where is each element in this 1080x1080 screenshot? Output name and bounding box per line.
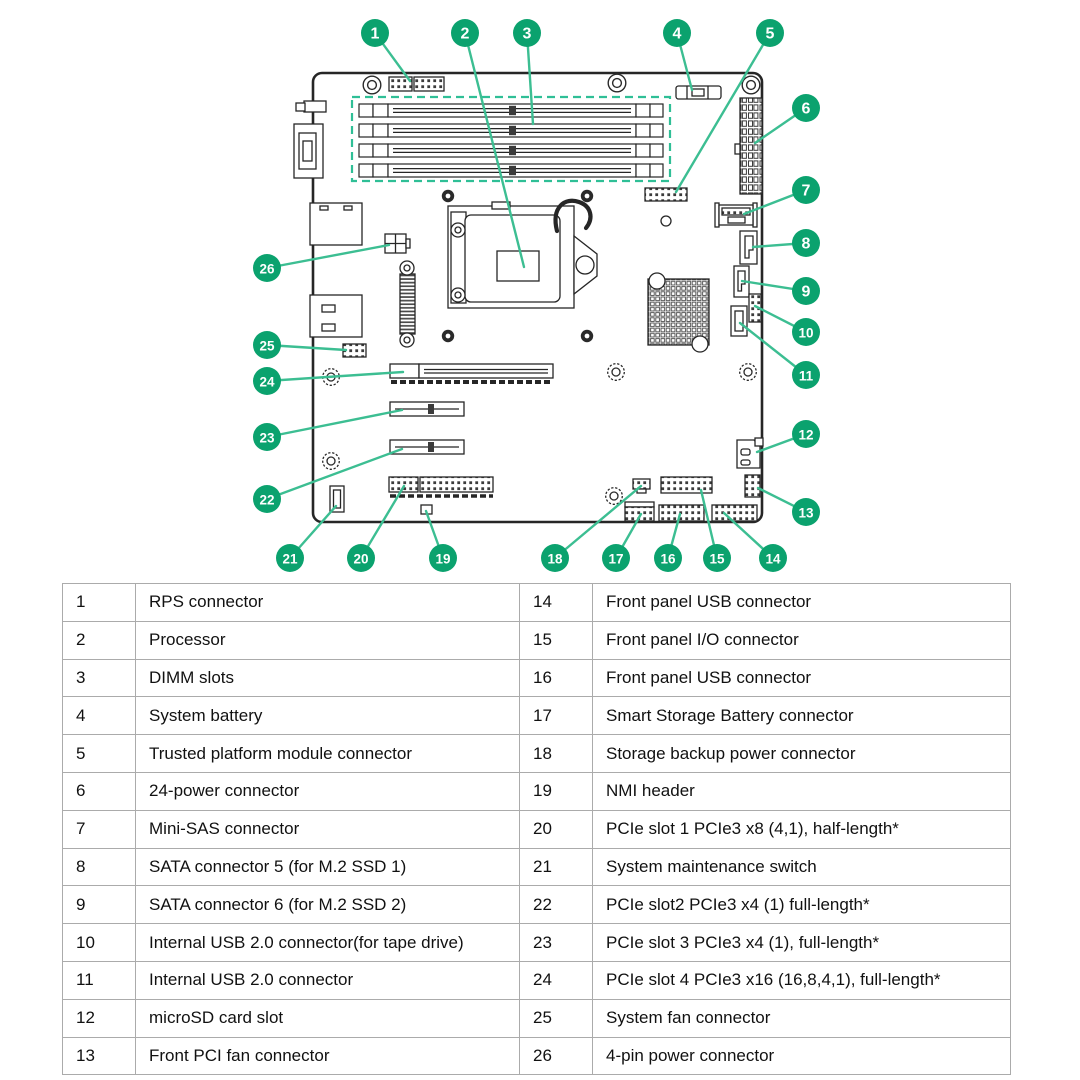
legend-label-cell: Internal USB 2.0 connector(for tape drive) xyxy=(136,924,520,962)
callout-number-17: 17 xyxy=(608,551,624,567)
legend-num-cell: 19 xyxy=(520,772,593,810)
legend-num-cell: 21 xyxy=(520,848,593,886)
legend-label-cell: Front panel USB connector xyxy=(593,659,1011,697)
legend-num-cell: 11 xyxy=(63,961,136,999)
microsd-card-slot xyxy=(737,438,763,468)
legend-label-cell: Trusted platform module connector xyxy=(136,735,520,773)
callout-number-24: 24 xyxy=(259,374,275,390)
legend-num-cell: 22 xyxy=(520,886,593,924)
cpu-die xyxy=(497,251,539,281)
legend-num-cell: 16 xyxy=(520,659,593,697)
callout-number-4: 4 xyxy=(672,25,682,43)
dimm-slot xyxy=(359,104,663,117)
spare-hole xyxy=(661,216,671,226)
legend-num-cell: 24 xyxy=(520,961,593,999)
legend-num-cell: 18 xyxy=(520,735,593,773)
front-panel-io-connector xyxy=(661,477,712,493)
legend-label-cell: SATA connector 5 (for M.2 SSD 1) xyxy=(136,848,520,886)
legend-num-cell: 10 xyxy=(63,924,136,962)
callout-number-18: 18 xyxy=(547,551,563,567)
callout-number-5: 5 xyxy=(765,25,775,43)
legend-label-cell: Smart Storage Battery connector xyxy=(593,697,1011,735)
callout-number-8: 8 xyxy=(801,235,811,253)
legend-row xyxy=(63,735,1011,773)
callout-number-12: 12 xyxy=(798,427,814,443)
legend-row xyxy=(63,584,1011,622)
callout-number-10: 10 xyxy=(798,325,814,341)
legend-num-cell: 6 xyxy=(63,772,136,810)
vrm-heatsink xyxy=(400,274,415,334)
legend-label-cell: 24-power connector xyxy=(136,772,520,810)
legend-num-cell: 12 xyxy=(63,999,136,1037)
callout-number-15: 15 xyxy=(709,551,725,567)
chipset-heatsink xyxy=(648,273,709,352)
board-artwork xyxy=(294,73,763,522)
legend-row xyxy=(63,961,1011,999)
callout-number-14: 14 xyxy=(765,551,781,567)
legend-num-cell: 5 xyxy=(63,735,136,773)
callout-number-9: 9 xyxy=(801,283,811,301)
component-legend xyxy=(62,583,1011,1075)
legend-label-cell: SATA connector 6 (for M.2 SSD 2) xyxy=(136,886,520,924)
legend-label-cell: microSD card slot xyxy=(136,999,520,1037)
legend-table xyxy=(62,583,1011,1075)
four-pin-power-connector xyxy=(385,234,410,253)
legend-label-cell: Internal USB 2.0 connector xyxy=(136,961,520,999)
legend-num-cell: 9 xyxy=(63,886,136,924)
front-panel-usb-connector-14 xyxy=(712,505,757,521)
legend-num-cell: 14 xyxy=(520,584,593,622)
legend-label-cell: Front panel I/O connector xyxy=(593,621,1011,659)
legend-num-cell: 25 xyxy=(520,999,593,1037)
legend-label-cell: Front PCI fan connector xyxy=(136,1037,520,1075)
internal-usb-connector xyxy=(731,306,747,336)
rear-switch-stub xyxy=(304,101,326,112)
tpm-connector xyxy=(645,188,687,201)
legend-num-cell: 1 xyxy=(63,584,136,622)
callout-number-26: 26 xyxy=(259,261,275,277)
rps-connector xyxy=(389,77,444,91)
callout-number-19: 19 xyxy=(435,551,451,567)
callout-number-23: 23 xyxy=(259,430,275,446)
legend-label-cell: System maintenance switch xyxy=(593,848,1011,886)
dimm-slot xyxy=(359,164,663,177)
callout-number-22: 22 xyxy=(259,492,275,508)
legend-label-cell: PCIe slot 3 PCIe3 x4 (1), full-length* xyxy=(593,924,1011,962)
legend-num-cell: 15 xyxy=(520,621,593,659)
callout-number-21: 21 xyxy=(282,551,298,567)
callout-number-6: 6 xyxy=(801,100,811,118)
legend-label-cell: PCIe slot2 PCIe3 x4 (1) full-length* xyxy=(593,886,1011,924)
legend-label-cell: Storage backup power connector xyxy=(593,735,1011,773)
legend-row xyxy=(63,772,1011,810)
legend-num-cell: 20 xyxy=(520,810,593,848)
vga-connector xyxy=(294,124,323,178)
callout-number-20: 20 xyxy=(353,551,369,567)
pcie-slot-2-x4 xyxy=(390,440,464,454)
legend-row xyxy=(63,848,1011,886)
callout-number-13: 13 xyxy=(798,505,814,521)
legend-label-cell: Front panel USB connector xyxy=(593,584,1011,622)
system-battery xyxy=(676,86,721,99)
legend-num-cell: 17 xyxy=(520,697,593,735)
legend-num-cell: 8 xyxy=(63,848,136,886)
callout-number-11: 11 xyxy=(798,368,814,384)
legend-num-cell: 4 xyxy=(63,697,136,735)
legend-num-cell: 26 xyxy=(520,1037,593,1075)
system-maintenance-switch xyxy=(330,486,344,512)
legend-num-cell: 23 xyxy=(520,924,593,962)
legend-label-cell: RPS connector xyxy=(136,584,520,622)
callout-number-16: 16 xyxy=(660,551,676,567)
legend-label-cell: Mini-SAS connector xyxy=(136,810,520,848)
legend-num-cell: 7 xyxy=(63,810,136,848)
legend-row xyxy=(63,999,1011,1037)
legend-label-cell: System battery xyxy=(136,697,520,735)
dimm-slot xyxy=(359,144,663,157)
legend-label-cell: PCIe slot 4 PCIe3 x16 (16,8,4,1), full-length* xyxy=(593,961,1011,999)
front-pci-fan-connector xyxy=(745,475,760,497)
legend-row xyxy=(63,810,1011,848)
legend-row xyxy=(63,659,1011,697)
callout-number-3: 3 xyxy=(522,25,532,43)
mini-sas-connector xyxy=(715,203,757,227)
legend-num-cell: 13 xyxy=(63,1037,136,1075)
legend-row xyxy=(63,924,1011,962)
legend-label-cell: DIMM slots xyxy=(136,659,520,697)
legend-label-cell: 4-pin power connector xyxy=(593,1037,1011,1075)
legend-row xyxy=(63,621,1011,659)
legend-row xyxy=(63,886,1011,924)
callout-number-7: 7 xyxy=(801,182,811,200)
legend-num-cell: 3 xyxy=(63,659,136,697)
legend-label-cell: Processor xyxy=(136,621,520,659)
legend-row xyxy=(63,697,1011,735)
callout-number-2: 2 xyxy=(460,25,470,43)
legend-label-cell: NMI header xyxy=(593,772,1011,810)
dimm-slot xyxy=(359,124,663,137)
legend-label-cell: PCIe slot 1 PCIe3 x8 (4,1), half-length* xyxy=(593,810,1011,848)
legend-label-cell: System fan connector xyxy=(593,999,1011,1037)
callout-number-1: 1 xyxy=(370,25,380,43)
legend-row xyxy=(63,1037,1011,1075)
front-panel-usb-connector-16 xyxy=(659,505,704,521)
legend-num-cell: 2 xyxy=(63,621,136,659)
callout-number-25: 25 xyxy=(259,338,275,354)
